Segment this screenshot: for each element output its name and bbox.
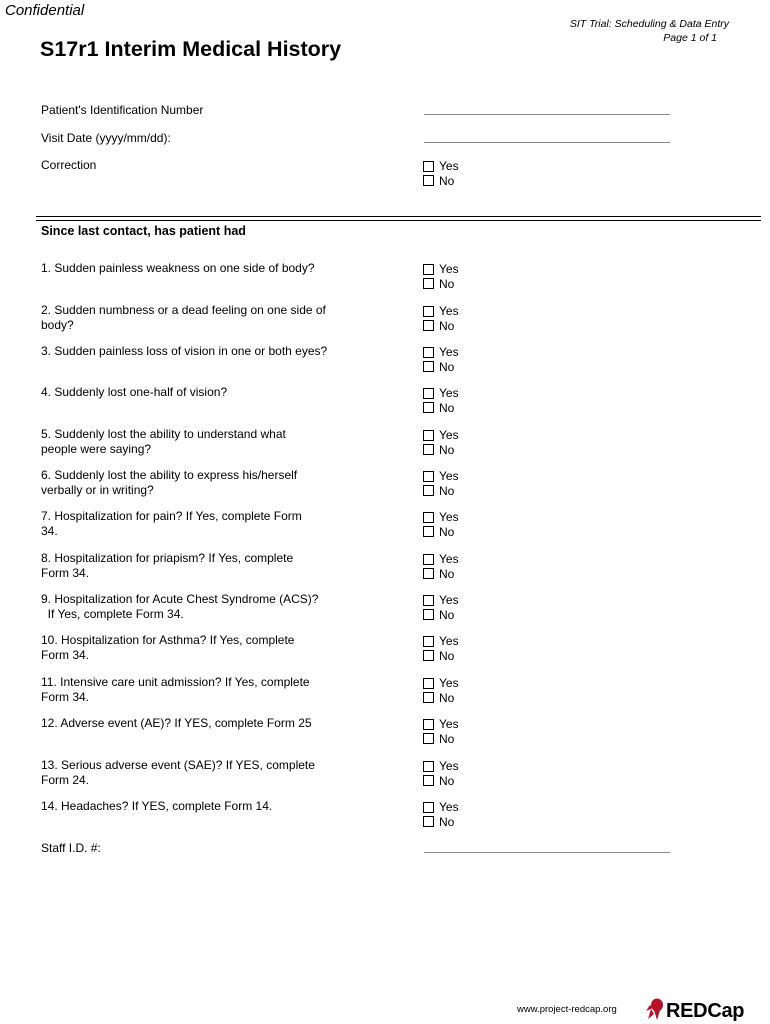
question-text-line-2: 34.	[41, 523, 58, 538]
checkbox[interactable]	[423, 264, 434, 275]
checkbox[interactable]	[423, 320, 434, 331]
question-text-line-2: Form 34.	[41, 565, 90, 580]
correction-options	[423, 159, 459, 188]
no-option[interactable]	[423, 608, 459, 623]
checkbox[interactable]	[423, 306, 434, 317]
question-label	[41, 633, 361, 662]
no-option[interactable]	[423, 691, 459, 706]
question-text-line-1: 9. Hospitalization for Acute Chest Syndrome (ACS)?	[41, 592, 319, 606]
question-label	[41, 716, 361, 731]
question-options	[423, 304, 459, 333]
question-options	[423, 262, 459, 291]
checkbox[interactable]	[423, 650, 434, 661]
yes-option[interactable]	[423, 428, 459, 443]
yes-label: Yes	[439, 345, 459, 360]
question-label	[41, 261, 361, 276]
question-text-line-1: 5. Suddenly lost the ability to understand what	[41, 427, 286, 441]
yes-label: Yes	[439, 593, 459, 608]
question-options	[423, 469, 459, 498]
no-option[interactable]	[423, 443, 459, 458]
redcap-logo-text: REDCap	[666, 1000, 745, 1022]
trial-header	[570, 17, 729, 45]
question-text-line-2: Form 34.	[41, 689, 90, 704]
checkbox[interactable]	[423, 816, 434, 827]
no-option[interactable]	[423, 774, 459, 789]
no-label: No	[439, 566, 455, 581]
redcap-logo	[646, 997, 744, 1021]
no-option[interactable]	[423, 815, 459, 830]
checkbox[interactable]	[423, 609, 434, 620]
question-text-line-1: 1. Sudden painless weakness on one side of body?	[41, 261, 315, 275]
no-label: No	[439, 773, 455, 788]
checkbox[interactable]	[423, 512, 434, 523]
yes-label: Yes	[439, 676, 459, 691]
yes-option[interactable]	[423, 676, 459, 691]
question-text-line-1: 10. Hospitalization for Asthma? If Yes, complete	[41, 633, 295, 647]
question-text-line-1: 6. Suddenly lost the ability to express his/herself	[41, 468, 298, 482]
no-label: No	[439, 483, 455, 498]
yes-label: Yes	[439, 800, 459, 815]
section-divider-top	[36, 216, 761, 217]
question-label	[41, 551, 361, 580]
no-option[interactable]	[423, 567, 459, 582]
correction-yes-option[interactable]	[423, 159, 459, 174]
page-number: Page 1 of 1	[663, 32, 717, 44]
checkbox[interactable]	[423, 402, 434, 413]
yes-label: Yes	[439, 469, 459, 484]
question-options	[423, 510, 459, 539]
checkbox[interactable]	[423, 485, 434, 496]
no-option[interactable]	[423, 277, 459, 292]
checkbox[interactable]	[423, 347, 434, 358]
question-options	[423, 593, 459, 622]
yes-option[interactable]	[423, 510, 459, 525]
question-text-line-1: 3. Sudden painless loss of vision in one or both eyes?	[41, 344, 328, 358]
section-heading: Since last contact, has patient had	[41, 224, 246, 238]
no-label: No	[439, 400, 455, 415]
checkbox[interactable]	[423, 568, 434, 579]
no-label: No	[439, 318, 455, 333]
checkbox[interactable]	[423, 526, 434, 537]
no-option[interactable]	[423, 732, 459, 747]
no-option[interactable]	[423, 319, 459, 334]
no-label: No	[439, 814, 455, 829]
yes-option[interactable]	[423, 304, 459, 319]
no-label: No	[439, 524, 455, 539]
yes-option[interactable]	[423, 634, 459, 649]
no-option[interactable]	[423, 525, 459, 540]
checkbox[interactable]	[423, 361, 434, 372]
question-label	[41, 385, 361, 400]
yes-option[interactable]	[423, 717, 459, 732]
yes-option[interactable]	[423, 759, 459, 774]
question-label	[41, 799, 361, 814]
question-options	[423, 676, 459, 705]
checkbox[interactable]	[423, 444, 434, 455]
yes-option[interactable]	[423, 262, 459, 277]
yes-option[interactable]	[423, 386, 459, 401]
no-label: No	[439, 276, 455, 291]
question-text-line-2: body?	[41, 317, 74, 332]
question-text-line-1: 11. Intensive care unit admission? If Yes, complete	[41, 675, 310, 689]
question-text-line-2: Form 34.	[41, 647, 90, 662]
checkbox[interactable]	[423, 678, 434, 689]
no-label: No	[439, 359, 455, 374]
yes-label: Yes	[439, 759, 459, 774]
checkbox[interactable]	[423, 761, 434, 772]
checkbox[interactable]	[423, 278, 434, 289]
no-label: No	[439, 607, 455, 622]
question-text-line-2: people were saying?	[41, 441, 152, 456]
confidential-label: Confidential	[5, 2, 85, 19]
question-label	[41, 758, 361, 787]
checkbox[interactable]	[423, 692, 434, 703]
question-text-line-1: 13. Serious adverse event (SAE)? If YES, complete	[41, 758, 315, 772]
checkbox[interactable]	[423, 388, 434, 399]
checkbox[interactable]	[423, 733, 434, 744]
yes-label: Yes	[439, 552, 459, 567]
checkbox[interactable]	[423, 161, 434, 172]
question-text-line-2: verbally or in writing?	[41, 482, 154, 497]
patient-id-label: Patient's Identification Number	[41, 103, 204, 117]
checkbox[interactable]	[423, 471, 434, 482]
yes-option[interactable]	[423, 345, 459, 360]
question-label	[41, 303, 361, 332]
question-text-line-1: 2. Sudden numbness or a dead feeling on one side of	[41, 303, 326, 317]
question-label	[41, 468, 361, 497]
question-options	[423, 800, 459, 829]
no-option[interactable]	[423, 484, 459, 499]
question-label	[41, 344, 361, 359]
checkbox[interactable]	[423, 636, 434, 647]
yes-label: Yes	[439, 717, 459, 732]
visit-date-label: Visit Date (yyyy/mm/dd):	[41, 131, 171, 145]
checkbox[interactable]	[423, 175, 434, 186]
yes-label: Yes	[439, 386, 459, 401]
question-text-line-2: Form 24.	[41, 772, 90, 787]
question-text-line-1: 14. Headaches? If YES, complete Form 14.	[41, 799, 273, 813]
checkbox[interactable]	[423, 802, 434, 813]
no-label: No	[439, 648, 455, 663]
checkbox[interactable]	[423, 595, 434, 606]
yes-label: Yes	[439, 428, 459, 443]
question-label	[41, 427, 361, 456]
question-text-line-1: 7. Hospitalization for pain? If Yes, complete Form	[41, 509, 302, 523]
no-label: No	[439, 690, 455, 705]
checkbox[interactable]	[423, 719, 434, 730]
footer-url[interactable]: www.project-redcap.org	[517, 1004, 617, 1015]
no-option[interactable]	[423, 360, 459, 375]
yes-option[interactable]	[423, 800, 459, 815]
question-options	[423, 634, 459, 663]
yes-option[interactable]	[423, 552, 459, 567]
section-divider-bottom	[36, 220, 761, 221]
form-title: S17r1 Interim Medical History	[40, 37, 342, 61]
checkbox[interactable]	[423, 554, 434, 565]
question-text-line-1: 12. Adverse event (AE)? If YES, complete Form 25	[41, 716, 312, 730]
visit-date-field[interactable]	[424, 142, 670, 143]
question-label	[41, 675, 361, 704]
trial-name: SIT Trial: Scheduling & Data Entry	[569, 18, 729, 30]
no-label: No	[439, 173, 455, 188]
question-text-line-1: 4. Suddenly lost one-half of vision?	[41, 385, 228, 399]
question-label	[41, 509, 361, 538]
yes-label: Yes	[439, 159, 459, 174]
staff-id-label: Staff I.D. #:	[41, 841, 101, 855]
question-options	[423, 386, 459, 415]
yes-option[interactable]	[423, 469, 459, 484]
yes-option[interactable]	[423, 593, 459, 608]
question-options	[423, 428, 459, 457]
checkbox[interactable]	[423, 430, 434, 441]
no-label: No	[439, 442, 455, 457]
correction-no-option[interactable]	[423, 174, 459, 189]
patient-id-field[interactable]	[424, 114, 670, 115]
question-options	[423, 552, 459, 581]
checkbox[interactable]	[423, 775, 434, 786]
question-label	[41, 592, 361, 621]
question-options	[423, 759, 459, 788]
question-options	[423, 345, 459, 374]
yes-label: Yes	[439, 634, 459, 649]
staff-id-field[interactable]	[424, 852, 670, 853]
yes-label: Yes	[439, 510, 459, 525]
yes-label: Yes	[439, 262, 459, 277]
question-options	[423, 717, 459, 746]
question-text-line-2: If Yes, complete Form 34.	[41, 606, 184, 621]
redcap-logo-icon	[646, 997, 668, 1021]
question-text-line-1: 8. Hospitalization for priapism? If Yes, complete	[41, 551, 294, 565]
correction-label: Correction	[41, 158, 97, 172]
no-label: No	[439, 731, 455, 746]
no-option[interactable]	[423, 649, 459, 664]
no-option[interactable]	[423, 401, 459, 416]
yes-label: Yes	[439, 304, 459, 319]
